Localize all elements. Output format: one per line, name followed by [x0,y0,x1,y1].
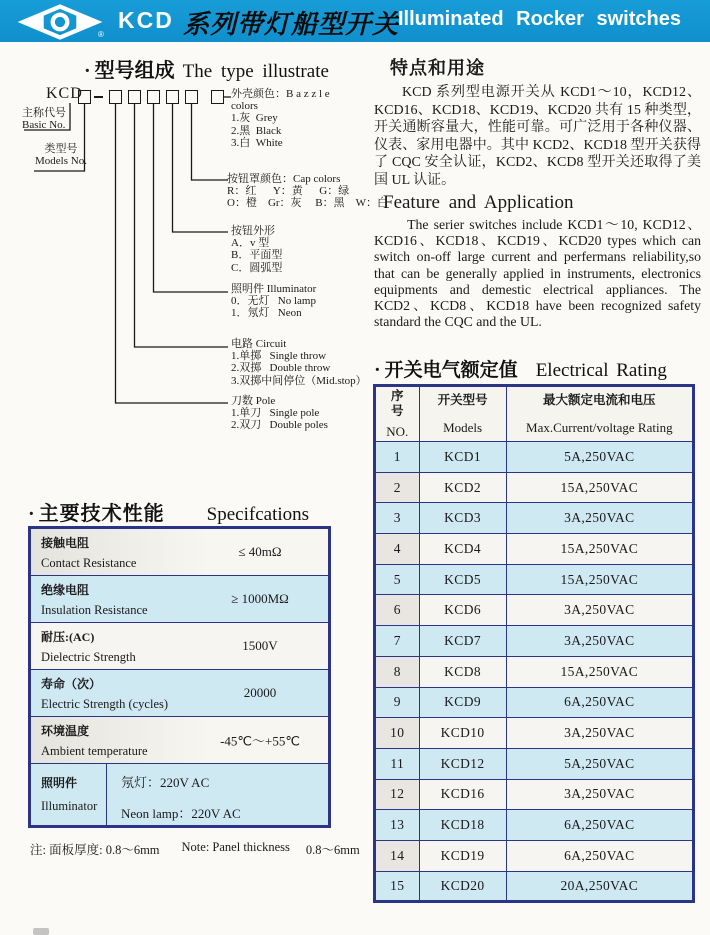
label-circuit [231,338,367,387]
spec-row [31,576,328,623]
label-line: A．v 型 [231,237,270,250]
brand-logo-icon [14,4,106,45]
label-line: 外壳颜色：B a z z l e [231,88,330,100]
rating-col-no [375,386,420,442]
rating-cell-rating: 20A,250VAC [506,871,693,902]
rating-cell-model: KCD16 [419,779,506,810]
registered-trademark: ® [98,30,104,39]
model-code-box [78,90,91,104]
rating-cell-no: 14 [375,840,420,871]
features-title-en: Feature and Application [383,192,574,213]
spec-row [31,670,328,717]
rating-row [375,871,694,902]
panel-thickness-note [30,840,360,858]
spec-label [41,628,136,665]
rating-cell-model: KCD20 [419,871,506,902]
spec-label-cn: 环境温度 [41,724,90,738]
label-line: 0．无灯 No lamp [231,295,316,308]
model-code-prefix: KCD [46,85,83,102]
bullet-mark: · [28,503,35,525]
rating-cell-model: KCD18 [419,810,506,841]
rating-cell-model: KCD2 [419,472,506,503]
spec-row [31,623,328,670]
rating-title-cn: 开关电气额定值 [384,360,518,381]
rating-row [375,564,694,595]
col-rating-cn: 最大额定电流和电压 [543,392,656,407]
spec-label-en: Contact Resistance [41,556,137,570]
spec-value: ≤ 40mΩ [238,544,282,559]
rating-cell-rating: 3A,250VAC [506,595,693,626]
label-models-no [32,143,90,167]
rating-cell-rating: 5A,250VAC [506,748,693,779]
rating-cell-rating: 15A,250VAC [506,472,693,503]
spec-label [41,534,136,571]
spec-value: 1500V [242,638,278,653]
rating-cell-rating: 3A,250VAC [506,626,693,657]
rating-cell-no: 13 [375,810,420,841]
bullet-mark: · [84,60,91,82]
rating-cell-no: 1 [375,442,420,473]
note-en: Note: Panel thickness [181,840,290,854]
rating-cell-no: 6 [375,595,420,626]
model-code-box [147,90,160,104]
spec-label-cn: 绝缘电阻 [41,583,90,597]
label-line: colors [231,100,258,113]
header-bar [0,0,710,42]
rating-row [375,840,694,871]
rating-title [374,355,667,382]
spec-row-illuminator [31,764,328,825]
rating-row [375,626,694,657]
model-code-box [166,90,179,104]
rating-cell-no: 4 [375,534,420,565]
label-line: 按钮罩颜色：Cap colors [227,173,341,185]
features-paragraph-en: The serier switches include KCD1～10, KCD12、KCD16、KCD18、KCD19、KCD20 types which can switch on-off large current and perfermans reliability,so that can be generally applied in instruments, electronics equipments and demestic electrical appliances. The KCD2、KCD8、KCD18 have been recognized safety standard the CQC and the UL. [374,217,701,330]
label-line: 3.白 White [231,136,283,149]
rating-cell-model: KCD7 [419,626,506,657]
rating-title-en: Electrical Rating [535,360,667,381]
label-illuminator [231,283,316,320]
rating-cell-rating: 15A,250VAC [506,564,693,595]
rating-cell-model: KCD19 [419,840,506,871]
rating-cell-no: 5 [375,564,420,595]
spec-label-en: Dielectric Strength [41,650,136,664]
header-title-chinese: 系列带灯船型开关 [183,9,400,39]
label-line: 1.单刀 Single pole [231,407,320,420]
specifications-table [28,526,331,828]
rating-cell-no: 15 [375,871,420,902]
rating-cell-model: KCD8 [419,656,506,687]
features-title-cn: 特点和用途 [390,58,485,78]
spec-label-en: Electric Strength (cycles) [41,697,169,711]
rating-cell-model: KCD6 [419,595,506,626]
rating-row [375,810,694,841]
note-value: 0.8～6mm [305,843,360,857]
rating-col-rating [506,386,693,442]
spec-value: ≥ 1000MΩ [231,591,289,606]
rating-cell-rating: 15A,250VAC [506,656,693,687]
electrical-rating-table [373,384,695,903]
rating-cell-no: 10 [375,718,420,749]
spec-title-cn: 主要技术性能 [38,503,165,525]
rating-cell-rating: 6A,250VAC [506,687,693,718]
rating-cell-model: KCD12 [419,748,506,779]
spec-label-en: Ambient temperature [41,744,148,758]
col-no-cn1: 序 [391,388,404,403]
model-code-box [128,90,141,104]
col-models-cn: 开关型号 [437,392,488,407]
label-line: 2.黑 Black [231,124,282,137]
model-code-diagram [10,85,389,451]
rating-row [375,779,694,810]
spec-value-line2: Neon lamp：220V AC [121,806,241,821]
rating-cell-no: 11 [375,748,420,779]
rating-cell-no: 8 [375,656,420,687]
model-code-dash [94,96,103,98]
rating-cell-model: KCD10 [419,718,506,749]
spec-label-cn: 照明件 [41,776,78,790]
rating-cell-no: 3 [375,503,420,534]
rating-row [375,748,694,779]
spec-label-cn: 耐压:(AC) [41,630,95,644]
label-line: R：红 Y：黄 G：绿 [227,185,350,198]
label-pole [231,395,328,432]
model-code-box [109,90,122,104]
header-title-english: Illuminated Rocker switches [398,8,681,30]
label-line: Models No. [35,155,87,168]
spec-row [31,717,328,764]
label-line: 1.灰 Grey [231,112,278,125]
rating-cell-rating: 6A,250VAC [506,810,693,841]
spec-label [41,722,148,759]
col-models-en: Models [443,419,483,435]
note-cn: 注: 面板厚度: 0.8～6mm [30,843,160,857]
spec-rows [31,529,328,764]
type-title-cn: 型号组成 [94,60,175,82]
rating-cell-rating: 5A,250VAC [506,442,693,473]
label-line: 刀数 Pole [231,395,276,407]
rating-row [375,718,694,749]
rating-row [375,534,694,565]
model-code-box [185,90,198,104]
spec-label-en: Insulation Resistance [41,603,148,617]
label-line: 1.单掷 Single throw [231,350,327,363]
label-line: 2.双刀 Double poles [231,419,328,432]
diamond-eye-logo-icon [14,4,106,40]
label-line: B．平面型 [231,249,283,262]
label-basic-no [22,107,66,131]
spec-label-en: Illuminator [41,799,98,813]
rating-col-models [419,386,506,442]
label-line: 照明件 Illuminator [231,283,317,295]
rating-cell-no: 12 [375,779,420,810]
label-line: O：橙 Gr：灰 B：黑 W：白 [227,197,389,210]
rating-row [375,503,694,534]
spec-label [41,581,148,618]
type-illustrate-title [84,54,329,83]
label-line: 电路 Circuit [231,338,287,350]
rating-row [375,472,694,503]
rating-cell-no: 7 [375,626,420,657]
rating-cell-model: KCD3 [419,503,506,534]
rating-cell-model: KCD9 [419,687,506,718]
spec-row [31,529,328,576]
col-no-cn2: 号 [391,403,404,418]
spec-title-en: Specifcations [206,504,310,525]
rating-row [375,656,694,687]
spec-label [41,675,168,712]
spec-label-cn: 接触电阻 [41,536,90,550]
label-line: 类型号 [44,143,78,155]
col-rating-en: Max.Current/voltage Rating [526,419,673,435]
label-button-shape [231,225,282,274]
rating-row [375,687,694,718]
spec-title [28,497,309,526]
rating-row [375,595,694,626]
type-title-en: The type illustrate [182,61,329,82]
label-line: 3.双掷中间停位（Mid.stop） [231,374,367,387]
model-code-box [211,90,224,104]
label-line: 按钮外形 [231,225,275,237]
rating-header-row [375,386,694,442]
spec-value: -45℃～+55℃ [220,733,300,749]
spec-value-line1: 氖灯：220V AC [121,775,210,790]
rating-row [375,442,694,473]
label-line: Basic No. [22,119,66,132]
rating-cell-model: KCD5 [419,564,506,595]
spec-value [107,764,328,825]
col-no-en: NO. [386,423,409,439]
label-cap-colors [227,173,388,210]
label-line: 1．氖灯 Neon [231,307,302,320]
header-series-code: KCD [118,7,174,33]
features-paragraph-cn: KCD 系列型电源开关从 KCD1～10，KCD12、KCD16、KCD18、KCD19、KCD20 共有 15 种类型，开关通断容量大，性能可靠。可广泛用于各种仪器、仪表、家用电器中。其中 KCD2、KCD18 型开关获得了 CQC 安全认证，KCD2、KCD8 型开关还取得了美国 UL 认证。 [374,85,701,188]
spec-label [31,764,107,825]
spec-label-cn: 寿命（次） [41,677,102,691]
rating-cell-model: KCD1 [419,442,506,473]
label-line: 2.双掷 Double throw [231,362,331,375]
label-line: 主称代号 [22,107,66,119]
rating-cell-no: 2 [375,472,420,503]
rating-table-body [375,442,694,902]
rating-cell-rating: 3A,250VAC [506,779,693,810]
spec-value: 20000 [243,685,277,700]
rating-cell-model: KCD4 [419,534,506,565]
rating-cell-rating: 3A,250VAC [506,503,693,534]
rating-cell-rating: 3A,250VAC [506,718,693,749]
rating-cell-rating: 15A,250VAC [506,534,693,565]
label-shell-colors [231,88,330,149]
rating-cell-rating: 6A,250VAC [506,840,693,871]
page-corner-smudge [33,928,49,935]
label-line: C．圆弧型 [231,261,283,274]
bullet-mark: · [374,359,381,381]
rating-cell-no: 9 [375,687,420,718]
